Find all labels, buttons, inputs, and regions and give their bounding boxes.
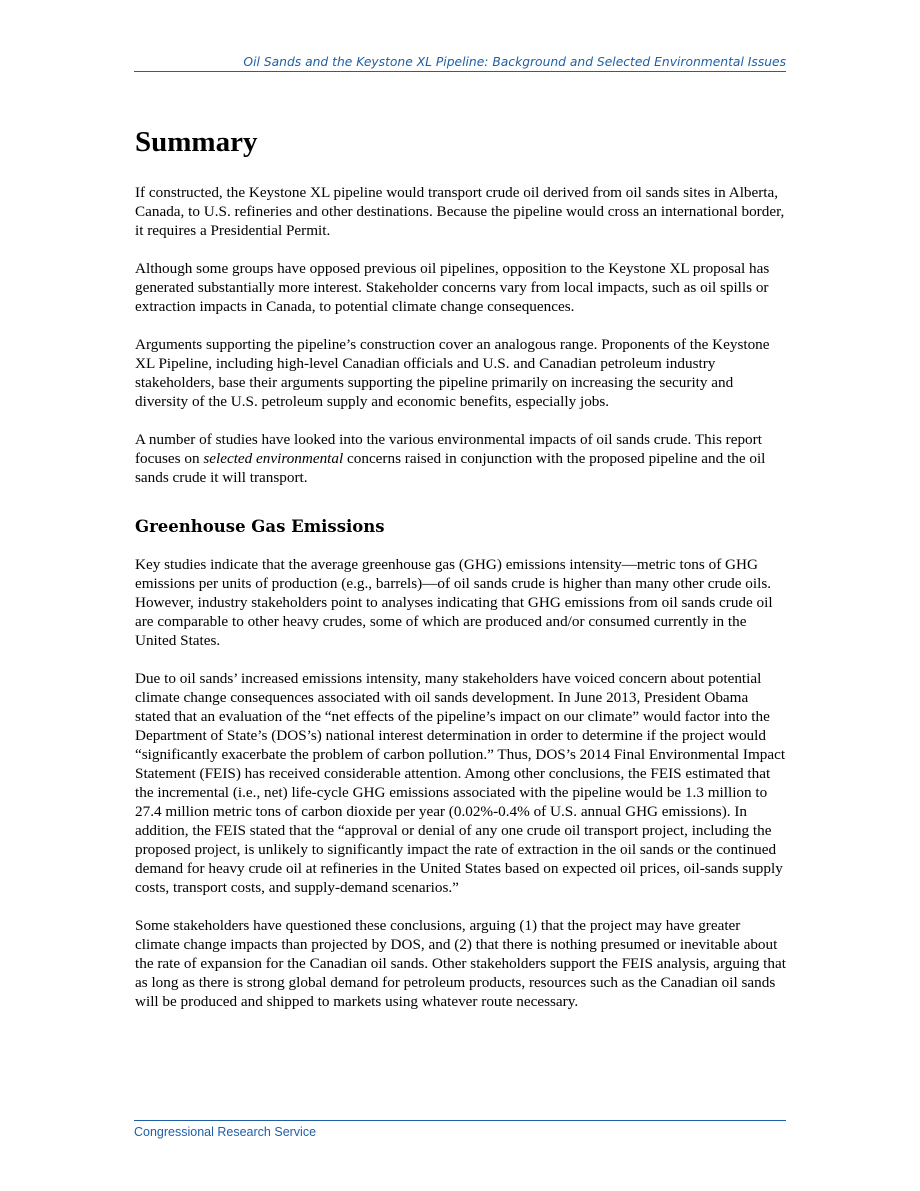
running-header: Oil Sands and the Keystone XL Pipeline: Background and Selected Environmental Issues <box>134 54 786 72</box>
subsection-heading: Greenhouse Gas Emissions <box>135 517 385 536</box>
summary-paragraph-1: If constructed, the Keystone XL pipeline would transport crude oil derived from oil sands sites in Alberta, Canada, to U.S. refineries and other destinations. Because the pipeline would cross an international border, it requires a Presidential Permit. <box>135 184 785 239</box>
section-title: Summary <box>135 126 258 158</box>
page-body <box>135 124 787 1030</box>
page-footer: Congressional Research Service <box>134 1120 786 1140</box>
summary-paragraph-2: Although some groups have opposed previous oil pipelines, opposition to the Keystone XL proposal has generated substantially more interest. Stakeholder concerns vary from local impacts, such as oil spills or extraction impacts in Canada, to potential climate change consequences. <box>135 260 770 315</box>
paragraph-text: A number of studies have looked into the various environmental impacts of oil sands crude. This report focuses on <box>135 431 762 467</box>
summary-paragraph-3: Arguments supporting the pipeline’s construction cover an analogous range. Proponents of the Keystone XL Pipeline, including high-level Canadian officials and U.S. and Canadian petroleum industry stakeholders, base their arguments supporting the pipeline primarily on increasing the security and diversity of the U.S. petroleum supply and economic benefits, especially jobs. <box>135 336 770 410</box>
ghg-paragraph-2: Due to oil sands’ increased emissions intensity, many stakeholders have voiced concern about potential climate change consequences associated with oil sands development. In June 2013, President Obama stated that an evaluation of the “net effects of the pipeline’s impact on our climate” would factor into the Department of State’s (DOS’s) national interest determination in order to determine if the project would “significantly exacerbate the problem of carbon pollution.” Thus, DOS’s 2014 Final Environmental Impact Statement (FEIS) has received considerable attention. Among other conclusions, the FEIS estimated that the incremental (i.e., net) life-cycle GHG emissions associated with the pipeline would be 1.3 million to 27.4 million metric tons of carbon dioxide per year (0.02%-0.4% of U.S. annual GHG emissions). In addition, the FEIS stated that the “approval or denial of any one crude oil transport project, including the proposed project, is unlikely to significantly impact the rate of extraction in the oil sands or the continued demand for heavy crude oil at refineries in the United States based on expected oil prices, oil-sands supply costs, transport costs, and supply-demand scenarios.” <box>135 670 786 896</box>
summary-paragraph-4 <box>135 430 787 487</box>
ghg-paragraph-3: Some stakeholders have questioned these conclusions, arguing (1) that the project may have greater climate change impacts than projected by DOS, and (2) that there is nothing presumed or inevitable about the rate of expansion for the Canadian oil sands. Other stakeholders support the FEIS analysis, arguing that as long as there is strong global demand for petroleum products, resources such as the Canadian oil sands will be produced and shipped to markets using whatever route necessary. <box>135 917 786 1010</box>
emphasis-text: selected environmental <box>203 450 344 467</box>
paragraph-text: concerns raised in conjunction with the proposed pipeline and the oil sands crude it will transport. <box>135 450 766 486</box>
ghg-paragraph-1: Key studies indicate that the average greenhouse gas (GHG) emissions intensity—metric tons of GHG emissions per units of production (e.g., barrels)—of oil sands crude is higher than many other crude oils. However, industry stakeholders point to analyses indicating that GHG emissions from oil sands crude oil are comparable to other heavy crudes, some of which are produced and/or consumed currently in the United States. <box>135 556 773 649</box>
